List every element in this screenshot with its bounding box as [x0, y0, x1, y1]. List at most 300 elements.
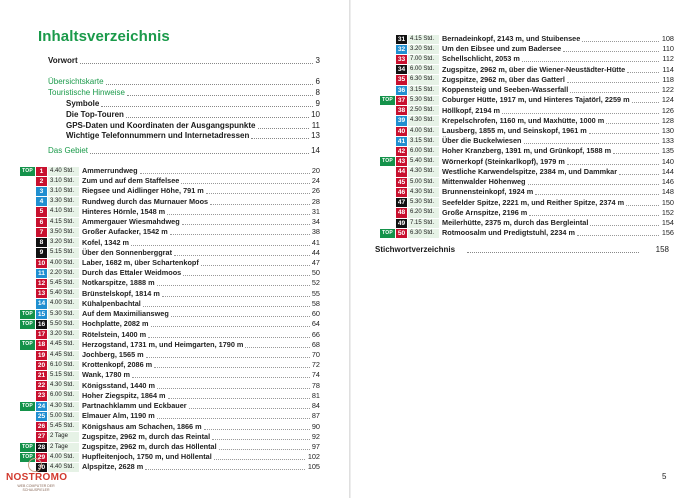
tour-title: Kofel, 1342 m — [82, 237, 130, 247]
tour-duration: 4.00 Std. — [408, 127, 439, 136]
leader-dots — [529, 215, 659, 216]
tour-title: Zugspitze, 2962 m, über die Wiener-Neustädter-Hütte — [442, 64, 626, 74]
tour-title: Krepelschrofen, 1160 m, und Maxhütte, 1000 m — [442, 115, 605, 125]
tour-number-badge: 22 — [37, 382, 46, 390]
tour-duration: 6.00 Std. — [408, 65, 439, 74]
leader-dots — [535, 194, 659, 195]
tour-duration: 3.20 Std. — [408, 45, 439, 54]
tour-title: Wank, 1780 m — [82, 370, 130, 380]
tour-entry[interactable] — [20, 340, 320, 350]
tour-number-badge: 16 — [37, 320, 46, 328]
toc-section-label: Das Gebiet — [48, 146, 89, 155]
tour-title: Zum und auf dem Staffelsee — [82, 176, 180, 186]
tour-page: 47 — [311, 257, 320, 267]
tour-page: 114 — [662, 64, 674, 74]
tour-page: 38 — [311, 227, 320, 237]
tour-title: Zugspitze, 2962 m, durch das Reintal — [82, 431, 211, 441]
tour-entry[interactable] — [380, 187, 674, 197]
tour-title: Rotmoosalm und Predigtstuhl, 2234 m — [442, 228, 575, 238]
tour-title: Auf dem Maximiliansweg — [82, 309, 169, 319]
tour-title: Koppensteig und Seeben-Wasserfall — [442, 85, 569, 95]
leader-dots — [582, 41, 659, 42]
tour-entry[interactable] — [380, 208, 674, 218]
tour-entry[interactable] — [380, 116, 674, 126]
tour-number-badge: 5 — [36, 207, 47, 216]
tour-title: Bernadeinkopf, 2143 m, und Stuibensee — [442, 34, 581, 43]
leader-dots — [154, 367, 310, 368]
tour-title: Rötelstein, 1400 m — [82, 329, 147, 339]
tour-duration: 4.40 Std. — [48, 463, 79, 472]
tour-title: Schellschlicht, 2053 m — [442, 54, 520, 64]
tour-number-badge: 24 — [37, 402, 46, 410]
toc-section-label: Vorwort — [48, 56, 78, 65]
tour-entry[interactable] — [20, 381, 320, 391]
tour-entry[interactable] — [380, 167, 674, 177]
top-tour-badge: TOP — [20, 453, 35, 462]
index-entry-page: 158 — [655, 245, 669, 254]
tour-duration: 5.00 Std. — [48, 412, 79, 421]
tour-number-badge: 43 — [397, 158, 406, 166]
toc-section[interactable] — [66, 121, 320, 131]
tour-page: 150 — [661, 197, 674, 207]
tour-page: 156 — [661, 228, 674, 238]
logo-emblem-icon — [28, 458, 42, 472]
tour-page: 90 — [311, 421, 320, 431]
tour-title: Höllkopf, 2194 m — [442, 105, 500, 115]
tour-page: 55 — [311, 288, 320, 298]
tour-page: 128 — [661, 115, 674, 125]
leader-dots — [132, 377, 310, 378]
tour-entry[interactable] — [20, 197, 320, 207]
tour-entry[interactable] — [20, 330, 320, 340]
tour-page: 126 — [661, 105, 674, 115]
tour-page: 124 — [661, 95, 674, 105]
tour-title: Hinteres Hörnle, 1548 m — [82, 206, 166, 216]
tour-number-badge: 35 — [397, 76, 406, 84]
tour-duration: 4.45 Std. — [48, 340, 79, 349]
leader-dots — [174, 255, 310, 256]
toc-section-label: Die Top-Touren — [66, 110, 124, 119]
index-entry[interactable] — [375, 245, 669, 255]
tour-entry[interactable] — [380, 198, 674, 208]
tour-page: 146 — [661, 177, 674, 187]
tour-page: 60 — [311, 309, 320, 319]
tour-title: Königshaus am Schachen, 1866 m — [82, 421, 202, 431]
tour-number-badge: 39 — [397, 117, 406, 125]
tour-number-badge: 23 — [37, 392, 46, 400]
tour-page: 84 — [311, 401, 320, 411]
leader-dots — [212, 439, 310, 440]
leader-dots — [219, 449, 310, 450]
tour-title: Kühalpenbachtal — [82, 298, 141, 308]
toc-section-page: 10 — [311, 110, 320, 119]
tour-page: 52 — [311, 278, 320, 288]
toc-section-page: 8 — [315, 88, 320, 97]
tour-duration: 5.30 Std. — [408, 198, 439, 207]
tour-number-badge: 21 — [37, 371, 46, 379]
leader-dots — [567, 164, 659, 165]
tour-page: 87 — [311, 411, 320, 421]
tour-duration: 3.10 Std. — [48, 187, 79, 196]
tour-page: 24 — [311, 176, 320, 186]
tour-entry[interactable] — [380, 218, 674, 228]
top-tour-badge: TOP — [380, 96, 395, 105]
tour-number-badge: 50 — [397, 229, 406, 237]
tour-number-badge: 44 — [397, 168, 406, 176]
leader-dots — [171, 316, 310, 317]
tour-entry[interactable] — [380, 54, 674, 64]
tour-page: 130 — [661, 125, 674, 135]
tour-entry[interactable] — [380, 75, 674, 85]
tour-duration: 5.30 Std. — [408, 96, 439, 105]
tour-entry[interactable] — [380, 85, 674, 95]
tour-page: 97 — [311, 441, 320, 451]
tour-title: Über den Sonnenberggrat — [82, 247, 173, 257]
toc-section-page: 13 — [311, 131, 320, 140]
toc-section-label: Wichtige Telefonnummern und Internetadressen — [66, 131, 250, 140]
tour-duration: 6.20 Std. — [408, 208, 439, 217]
tour-number-badge: 41 — [397, 137, 406, 145]
tour-entry[interactable] — [380, 146, 674, 156]
tour-number-badge: 6 — [36, 218, 47, 227]
tour-title: Jochberg, 1565 m — [82, 349, 144, 359]
leader-dots — [143, 306, 310, 307]
tour-entry[interactable] — [20, 289, 320, 299]
tour-page: 122 — [661, 85, 674, 95]
top-tour-badge: TOP — [20, 167, 35, 176]
tour-page: 28 — [311, 196, 320, 206]
toc-section[interactable] — [66, 99, 320, 109]
tour-duration: 4.30 Std. — [48, 381, 79, 390]
page-gutter — [349, 0, 351, 498]
tour-entry[interactable] — [20, 299, 320, 309]
tour-entry[interactable] — [380, 136, 674, 146]
tour-title: Über die Buckelwiesen — [442, 136, 522, 146]
tour-duration: 2 Tage — [48, 432, 79, 441]
toc-section[interactable] — [66, 110, 320, 120]
tour-entry[interactable] — [380, 44, 674, 54]
toc-section[interactable] — [66, 131, 320, 141]
tour-entry[interactable] — [380, 65, 674, 75]
top-tour-badge: TOP — [20, 340, 35, 349]
leader-dots — [126, 117, 309, 118]
tour-duration: 5.15 Std. — [48, 248, 79, 257]
leader-dots — [157, 285, 310, 286]
tour-entry[interactable] — [20, 278, 320, 288]
top-tour-badge: TOP — [380, 229, 395, 238]
logo-tagline: WEB COMPUTER DER SCHAUSPIELER — [17, 484, 55, 492]
toc-section-page: 9 — [315, 99, 320, 108]
tour-page: 41 — [311, 237, 320, 247]
tour-page: 78 — [311, 380, 320, 390]
tour-entry[interactable] — [20, 258, 320, 268]
tour-duration: 3.30 Std. — [48, 197, 79, 206]
tour-duration: 3.15 Std. — [408, 86, 439, 95]
tour-duration: 4.00 Std. — [48, 453, 79, 462]
tour-title: Brünstelskopf, 1814 m — [82, 288, 160, 298]
top-tour-badge: TOP — [20, 443, 35, 452]
tour-number-badge: 32 — [397, 45, 406, 53]
tour-duration: 4.40 Std. — [48, 167, 79, 176]
tour-title: Coburger Hütte, 1917 m, und Hinteres Tajatörl, 2259 m — [442, 95, 630, 105]
tour-duration: 2.50 Std. — [408, 106, 439, 115]
leader-dots — [206, 193, 310, 194]
tour-number-badge: 12 — [37, 280, 46, 287]
leader-dots — [151, 326, 310, 327]
tour-page: 50 — [311, 268, 320, 278]
page-title: Inhaltsverzeichnis — [38, 28, 170, 45]
tour-page: 140 — [661, 156, 674, 166]
tour-title: Zugspitze, 2962 m, über das Gatterl — [442, 74, 565, 84]
tour-title: Hoher Kranzberg, 1391 m, und Grünkopf, 1588 m — [442, 146, 612, 156]
tour-duration: 4.00 Std. — [48, 299, 79, 308]
tour-duration: 5.45 Std. — [48, 279, 79, 288]
tour-page: 152 — [661, 207, 674, 217]
tour-page: 66 — [311, 329, 320, 339]
tour-title: Mittenwalder Höhenweg — [442, 177, 526, 187]
tour-title: Brunnensteinkopf, 1924 m — [442, 187, 534, 197]
leader-dots — [140, 173, 310, 174]
tour-title: Ammerrundweg — [82, 166, 138, 175]
tour-entry[interactable] — [20, 411, 320, 421]
leader-dots — [145, 469, 305, 470]
leader-dots — [567, 82, 659, 83]
toc-section[interactable] — [48, 77, 320, 87]
tour-number-badge: 45 — [397, 178, 406, 186]
tour-entry[interactable] — [380, 106, 674, 116]
tour-duration: 5.45 Std. — [48, 422, 79, 431]
tour-page: 112 — [662, 54, 674, 64]
tour-duration: 4.45 Std. — [48, 351, 79, 360]
tour-page: 110 — [662, 44, 674, 54]
tour-duration: 3.20 Std. — [48, 330, 79, 339]
tour-title: Laber, 1682 m, über Schartenkopf — [82, 257, 199, 267]
tour-duration: 6.10 Std. — [48, 361, 79, 370]
tour-title: Alpspitze, 2628 m — [82, 462, 144, 472]
tour-page: 135 — [661, 146, 674, 156]
tour-entry[interactable] — [20, 370, 320, 380]
tour-duration: 4.30 Std. — [408, 188, 439, 197]
tour-entry[interactable] — [20, 217, 320, 227]
index-entry-label: Stichwortverzeichnis — [375, 245, 456, 254]
tour-page: 148 — [661, 187, 674, 197]
tour-page: 58 — [311, 298, 320, 308]
tour-duration: 2 Tage — [48, 443, 79, 452]
leader-dots — [528, 184, 659, 185]
tour-duration: 3.50 Std. — [48, 228, 79, 237]
leader-dots — [181, 183, 310, 184]
tour-number-badge: 25 — [37, 412, 46, 420]
tour-page: 74 — [311, 370, 320, 380]
tour-entry[interactable] — [20, 319, 320, 329]
tour-entry[interactable] — [380, 95, 674, 105]
top-tour-badge: TOP — [20, 402, 35, 411]
tour-entry[interactable] — [20, 268, 320, 278]
tour-title: Wörnerkopf (Steinkarlkopf), 1979 m — [442, 156, 565, 166]
tour-page: 72 — [311, 360, 320, 370]
tour-number-badge: 2 — [36, 177, 47, 186]
tour-number-badge: 10 — [37, 259, 46, 267]
tour-number-badge: 19 — [37, 351, 46, 359]
tour-page: 102 — [307, 452, 320, 462]
tour-number-badge: 33 — [397, 56, 406, 64]
tour-number-badge: 42 — [397, 148, 406, 155]
leader-dots — [101, 106, 313, 107]
tour-number-badge: 37 — [397, 96, 406, 104]
leader-dots — [80, 63, 313, 64]
leader-dots — [146, 357, 310, 358]
leader-dots — [189, 408, 310, 409]
leader-dots — [590, 225, 659, 226]
leader-dots — [502, 113, 659, 114]
tour-page: 144 — [661, 166, 674, 176]
tour-entry[interactable] — [380, 177, 674, 187]
logo-wordmark: NOSTROMO — [6, 472, 68, 483]
leader-dots — [182, 224, 310, 225]
tour-page: 92 — [311, 431, 320, 441]
tour-number-badge: 9 — [36, 248, 47, 257]
tour-number-badge: 27 — [37, 433, 46, 441]
leader-dots — [148, 337, 310, 338]
tour-duration: 6.00 Std. — [408, 147, 439, 156]
toc-section-label: Übersichtskarte — [48, 77, 104, 86]
leader-dots — [167, 214, 310, 215]
tour-number-badge: 8 — [36, 238, 47, 247]
tour-duration: 6.00 Std. — [48, 391, 79, 400]
tour-number-badge: 30 — [37, 463, 46, 471]
tour-duration: 3.10 Std. — [48, 177, 79, 186]
tour-number-badge: 49 — [397, 219, 406, 227]
leader-dots — [577, 235, 659, 236]
tour-title: Elmauer Alm, 1190 m — [82, 411, 155, 421]
tour-page: 81 — [311, 390, 320, 400]
tour-entry[interactable] — [380, 126, 674, 136]
tour-title: Notkarspitze, 1888 m — [82, 278, 155, 288]
top-tour-badge: TOP — [380, 157, 395, 166]
tour-page: 34 — [311, 217, 320, 227]
top-tour-badge: TOP — [20, 320, 35, 329]
leader-dots — [606, 123, 659, 124]
tour-entry[interactable] — [20, 248, 320, 258]
leader-dots — [563, 51, 659, 52]
leader-dots — [201, 265, 310, 266]
tour-title: Westliche Karwendelspitze, 2384 m, und Dammkar — [442, 166, 618, 176]
leader-dots — [524, 143, 659, 144]
tour-entry[interactable] — [20, 186, 320, 196]
leader-dots — [170, 234, 310, 235]
tour-entry[interactable] — [20, 309, 320, 319]
tour-number-badge: 34 — [397, 66, 406, 74]
tour-title: Krottenkopf, 2086 m — [82, 360, 153, 370]
tour-title: Riegsee und Aidlinger Höhe, 791 m — [82, 186, 204, 196]
tour-page: 68 — [311, 339, 320, 349]
tour-entry[interactable] — [20, 442, 320, 452]
tour-entry[interactable] — [20, 238, 320, 248]
tour-entry[interactable] — [20, 207, 320, 217]
leader-dots — [168, 398, 310, 399]
tour-entry[interactable] — [20, 227, 320, 237]
tour-duration: 4.15 Std. — [408, 35, 439, 44]
tour-title: Großer Aufacker, 1542 m — [82, 227, 168, 237]
page-number: 5 — [662, 472, 667, 481]
leader-dots — [157, 388, 310, 389]
toc-section[interactable] — [48, 88, 320, 98]
tour-number-badge: 1 — [36, 167, 47, 176]
tour-number-badge: 26 — [37, 423, 46, 431]
tour-number-badge: 3 — [36, 187, 47, 196]
tour-title: Zugspitze, 2962 m, durch das Höllental — [82, 441, 217, 451]
tour-number-badge: 28 — [37, 443, 46, 451]
toc-section[interactable] — [48, 146, 320, 156]
tour-entry[interactable] — [20, 401, 320, 411]
tour-number-badge: 14 — [37, 300, 46, 308]
tour-page: 133 — [661, 136, 674, 146]
tour-number-badge: 18 — [37, 341, 46, 349]
tour-duration: 5.30 Std. — [48, 310, 79, 319]
leader-dots — [522, 61, 659, 62]
tour-page: 20 — [311, 166, 320, 175]
tour-entry[interactable] — [380, 34, 674, 44]
tour-number-badge: 11 — [36, 269, 47, 278]
tour-page: 118 — [662, 74, 674, 84]
tour-page: 70 — [311, 349, 320, 359]
tour-duration: 4.30 Std. — [48, 402, 79, 411]
toc-section-page: 14 — [311, 146, 320, 155]
tour-number-badge: 13 — [37, 290, 46, 298]
tour-page: 31 — [311, 206, 320, 216]
tour-entry[interactable] — [20, 432, 320, 442]
tour-number-badge: 40 — [397, 127, 406, 135]
tour-number-badge: 7 — [36, 228, 47, 237]
tour-title: Um den Eibsee und zum Badersee — [442, 44, 562, 54]
tour-entry[interactable] — [380, 157, 674, 167]
tour-entry[interactable] — [20, 166, 320, 176]
leader-dots — [90, 153, 309, 154]
leader-dots — [467, 252, 639, 253]
tour-number-badge: 31 — [397, 35, 406, 43]
tour-number-badge: 15 — [37, 310, 46, 318]
tour-page: 26 — [311, 186, 320, 196]
tour-title: Meilerhütte, 2375 m, durch das Bergleintal — [442, 217, 589, 227]
tour-number-badge: 29 — [37, 453, 46, 461]
tour-entry[interactable] — [20, 350, 320, 360]
leader-dots — [570, 92, 659, 93]
tour-number-badge: 36 — [397, 86, 406, 94]
tour-title: Lausberg, 1855 m, und Seinskopf, 1961 m — [442, 125, 587, 135]
tour-duration: 5.00 Std. — [408, 178, 439, 187]
tour-entry[interactable] — [20, 360, 320, 370]
tour-duration: 7.00 Std. — [408, 55, 439, 64]
leader-dots — [613, 153, 659, 154]
leader-dots — [589, 133, 659, 134]
tour-entry[interactable] — [20, 391, 320, 401]
leader-dots — [204, 429, 310, 430]
tour-page: 64 — [311, 319, 320, 329]
tour-entry[interactable] — [20, 422, 320, 432]
tour-title: Ammergauer Wiesmahdweg — [82, 217, 180, 227]
toc-section-page: 6 — [315, 77, 320, 86]
tour-entry[interactable] — [380, 228, 674, 238]
tour-entry[interactable] — [20, 176, 320, 186]
tour-duration: 5.40 Std. — [48, 289, 79, 298]
top-tour-badge: TOP — [20, 310, 35, 319]
tour-duration: 6.30 Std. — [408, 75, 439, 84]
tour-title: Hochplatte, 2082 m — [82, 319, 149, 329]
toc-section[interactable] — [48, 56, 320, 66]
leader-dots — [157, 418, 310, 419]
toc-section-page: 11 — [311, 121, 320, 130]
tour-title: Durch das Ettaler Weidmoos — [82, 268, 182, 278]
